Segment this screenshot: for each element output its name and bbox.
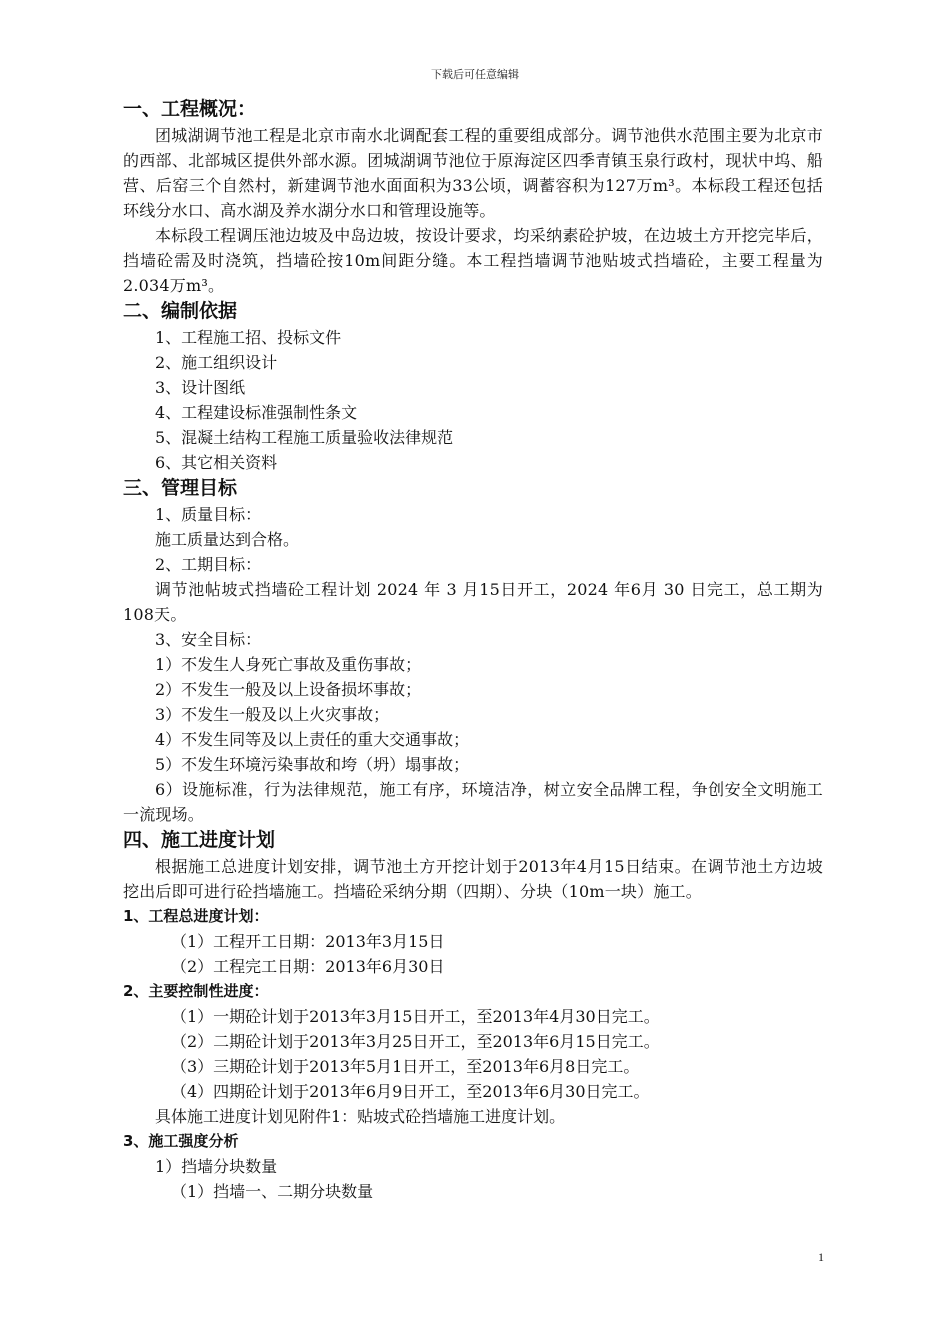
control-schedule-item: （4）四期砼计划于2013年6月9日开工，至2013年6月30日完工。: [171, 1082, 650, 1101]
section-1-title: 一、工程概况：: [123, 98, 257, 120]
control-schedule-item: （1）一期砼计划于2013年3月15日开工，至2013年4月30日完工。: [171, 1007, 660, 1026]
safety-goal-label: 3、安全目标：: [155, 630, 262, 649]
safety-goal-item: 5）不发生环境污染事故和垮（坍）塌事故；: [155, 755, 470, 774]
schedule-attachment-note: 具体施工进度计划见附件1：贴坡式砼挡墙施工进度计划。: [155, 1107, 566, 1126]
quality-goal-text: 施工质量达到合格。: [155, 530, 300, 549]
overall-schedule-item: （1）工程开工日期：2013年3月15日: [171, 932, 445, 951]
document-body: [123, 96, 823, 1204]
page-number: 1: [818, 1250, 824, 1264]
header-note: 下载后可任意编辑: [431, 68, 519, 81]
intensity-analysis-subitem: （1）挡墙一、二期分块数量: [171, 1182, 374, 1201]
safety-goal-item-6: 6）设施标准，行为法律规范，施工有序，环境洁净，树立安全品牌工程，争创安全文明施工一流现场。: [123, 780, 823, 824]
section-1-paragraph-1: 团城湖调节池工程是北京市南水北调配套工程的重要组成部分。调节池供水范围主要为北京市的西部、北部城区提供外部水源。团城湖调节池位于原海淀区四季青镇玉泉行政村，现状中坞、船营、后窑三个自然村，新建调节池水面面积为33公顷，调蓄容积为127万m³。本标段工程还包括环线分水口、高水湖及养水湖分水口和管理设施等。: [123, 126, 823, 220]
section-3-title: 三、管理目标: [123, 477, 238, 499]
overall-schedule-title: 1、工程总进度计划：: [123, 907, 269, 925]
basis-item: 3、设计图纸: [155, 378, 246, 397]
safety-goal-item: 4）不发生同等及以上责任的重大交通事故；: [155, 730, 470, 749]
overall-schedule-item: （2）工程完工日期：2013年6月30日: [171, 957, 445, 976]
basis-item: 2、施工组织设计: [155, 353, 278, 372]
control-schedule-item: （3）三期砼计划于2013年5月1日开工，至2013年6月8日完工。: [171, 1057, 640, 1076]
basis-item: 5、混凝土结构工程施工质量验收法律规范: [155, 428, 454, 447]
basis-item: 1、工程施工招、投标文件: [155, 328, 342, 347]
quality-goal-label: 1、质量目标：: [155, 505, 262, 524]
safety-goal-item: 3）不发生一般及以上火灾事故；: [155, 705, 390, 724]
basis-item: 4、工程建设标准强制性条文: [155, 403, 358, 422]
section-4-intro: 根据施工总进度计划安排，调节池土方开挖计划于2013年4月15日结束。在调节池土方边坡挖出后即可进行砼挡墙施工。挡墙砼采纳分期（四期）、分块（10m一块）施工。: [123, 857, 823, 901]
basis-item: 6、其它相关资料: [155, 453, 278, 472]
intensity-analysis-title: 3、施工强度分析: [123, 1132, 239, 1150]
section-2-title: 二、编制依据: [123, 300, 238, 322]
intensity-analysis-item: 1）挡墙分块数量: [155, 1157, 278, 1176]
safety-goal-item: 2）不发生一般及以上设备损坏事故；: [155, 680, 422, 699]
section-4-title: 四、施工进度计划: [123, 829, 276, 851]
control-schedule-title: 2、主要控制性进度：: [123, 982, 269, 1000]
control-schedule-item: （2）二期砼计划于2013年3月25日开工，至2013年6月15日完工。: [171, 1032, 660, 1051]
schedule-goal-label: 2、工期目标：: [155, 555, 262, 574]
schedule-goal-text: 调节池帖坡式挡墙砼工程计划 2024 年 3 月15日开工，2024 年6月 30 日完工，总工期为108天。: [123, 580, 823, 624]
safety-goal-item: 1）不发生人身死亡事故及重伤事故；: [155, 655, 422, 674]
section-1-paragraph-2: 本标段工程调压池边坡及中岛边坡，按设计要求，均采纳素砼护坡，在边坡土方开挖完毕后，挡墙砼需及时浇筑，挡墙砼按10m间距分缝。本工程挡墙调节池贴坡式挡墙砼，主要工程量为2.034万m³。: [123, 226, 823, 295]
